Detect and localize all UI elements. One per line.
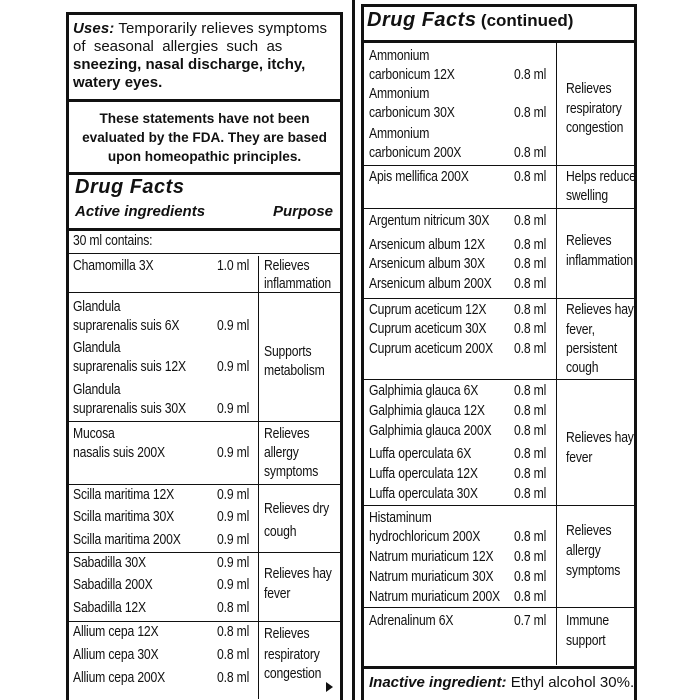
- left-ingredient-name: suprarenalis suis 12X: [73, 359, 186, 375]
- left-purpose-text: cough: [264, 524, 297, 540]
- right-ingredient-name: Galphimia glauca 200X: [369, 423, 492, 439]
- left-ingredient-name: Glandula: [73, 299, 121, 315]
- right-purpose-text: persistent: [566, 341, 618, 357]
- right-purpose-text: Relieves: [566, 233, 612, 249]
- right-ingredient-name: carbonicum 12X: [369, 67, 455, 83]
- right-purpose-text: swelling: [566, 188, 608, 204]
- right-purpose-text: fever,: [566, 322, 595, 338]
- right-ingredient-amount: 0.8 ml: [514, 341, 547, 357]
- left-purpose-text: Relieves: [264, 626, 310, 642]
- right-ingredient-name: Arsenicum album 30X: [369, 256, 485, 272]
- right-purpose-text: Immune: [566, 613, 609, 629]
- right-purpose-column-divider: [556, 43, 557, 165]
- right-ingredient-name: Natrum muriaticum 200X: [369, 589, 501, 605]
- right-ingredient-name: Galphimia glauca 6X: [369, 383, 479, 399]
- right-ingredient-amount: 0.8 ml: [514, 403, 547, 419]
- right-ingredient-name: carbonicum 30X: [369, 105, 455, 121]
- inactive-divider: [361, 666, 637, 669]
- left-ingredient-amount: 0.8 ml: [217, 624, 250, 640]
- left-purpose-text: congestion: [264, 666, 322, 682]
- left-purpose-column-divider: [258, 622, 259, 699]
- left-panel-border-right: [340, 12, 343, 700]
- right-ingredient-name: Apis mellifica 200X: [369, 169, 469, 185]
- left-ingredient-amount: 0.9 ml: [217, 487, 250, 503]
- right-purpose-column-divider: [556, 166, 557, 208]
- right-purpose-text: Relieves: [566, 523, 612, 539]
- right-ingredient-name: Histaminum: [369, 510, 432, 526]
- right-ingredient-name: Luffa operculata 12X: [369, 466, 478, 482]
- right-purpose-text: cough: [566, 360, 599, 376]
- uses-text-line-1: Temporarily relieves symptoms: [118, 20, 328, 37]
- inactive-value: Ethyl alcohol 30%.: [510, 674, 635, 691]
- left-row-divider: [69, 484, 340, 485]
- active-ingredients-header: Active ingredients: [75, 203, 206, 220]
- continue-arrow-icon: [326, 682, 333, 692]
- right-title-divider: [361, 40, 637, 43]
- left-ingredient-name: Allium cepa 200X: [73, 670, 166, 686]
- drug-facts-title: Drug Facts: [75, 176, 185, 198]
- right-ingredient-amount: 0.8 ml: [514, 466, 547, 482]
- left-ingredient-amount: 0.9 ml: [217, 509, 250, 525]
- right-ingredient-amount: 0.8 ml: [514, 569, 547, 585]
- right-row-divider: [364, 379, 634, 380]
- right-row-divider: [364, 505, 634, 506]
- right-ingredient-name: Cuprum aceticum 12X: [369, 302, 487, 318]
- right-purpose-text: fever: [566, 450, 593, 466]
- right-purpose-text: inflammation: [566, 253, 634, 269]
- left-ingredient-amount: 0.8 ml: [217, 670, 250, 686]
- left-purpose-text: allergy: [264, 445, 299, 461]
- left-purpose-column-divider: [258, 422, 259, 484]
- left-ingredient-name: Scilla maritima 200X: [73, 532, 181, 548]
- right-title-sub: (continued): [480, 11, 574, 30]
- left-ingredient-amount: 0.8 ml: [217, 600, 250, 616]
- right-ingredient-amount: 0.8 ml: [514, 589, 547, 605]
- right-ingredient-amount: 0.8 ml: [514, 321, 547, 337]
- right-panel-border-left: [361, 4, 364, 700]
- right-title: [367, 9, 573, 32]
- left-ingredient-amount: 0.9 ml: [217, 555, 250, 571]
- right-panel-border-right: [634, 4, 637, 700]
- left-ingredient-name: Allium cepa 30X: [73, 647, 159, 663]
- left-purpose-text: inflammation: [264, 276, 332, 292]
- right-ingredient-amount: 0.8 ml: [514, 169, 547, 185]
- right-purpose-text: Helps reduce: [566, 169, 636, 185]
- right-ingredient-name: Arsenicum album 200X: [369, 276, 492, 292]
- left-purpose-column-divider: [258, 485, 259, 552]
- left-panel-border-top: [66, 12, 343, 15]
- right-ingredient-amount: 0.8 ml: [514, 549, 547, 565]
- right-purpose-column-divider: [556, 380, 557, 505]
- right-row-divider: [364, 208, 634, 209]
- inactive-label: Inactive ingredient:: [369, 674, 507, 691]
- left-row-divider: [69, 552, 340, 553]
- left-row-divider: [69, 421, 340, 422]
- right-ingredient-name: Arsenicum album 12X: [369, 237, 485, 253]
- right-purpose-column-divider: [556, 299, 557, 379]
- left-ingredient-name: Glandula: [73, 340, 121, 356]
- right-ingredient-name: Ammonium: [369, 48, 430, 64]
- left-ingredient-amount: 0.9 ml: [217, 577, 250, 593]
- right-ingredient-amount: 0.8 ml: [514, 256, 547, 272]
- right-ingredient-name: Ammonium: [369, 86, 430, 102]
- contains-label: 30 ml contains:: [73, 233, 153, 249]
- right-purpose-column-divider: [556, 506, 557, 607]
- left-ingredient-name: suprarenalis suis 6X: [73, 318, 180, 334]
- right-purpose-column-divider: [556, 608, 557, 665]
- uses-text-line-2: of seasonal allergies such as: [73, 38, 283, 55]
- left-purpose-column-divider: [258, 293, 259, 421]
- right-panel-border-top: [361, 4, 637, 7]
- right-ingredient-name: Luffa operculata 30X: [369, 486, 478, 502]
- left-ingredient-amount: 1.0 ml: [217, 258, 250, 274]
- left-ingredient-amount: 0.9 ml: [217, 359, 250, 375]
- right-ingredient-name: Cuprum aceticum 200X: [369, 341, 493, 357]
- right-ingredient-name: Argentum nitricum 30X: [369, 213, 490, 229]
- right-ingredient-amount: 0.8 ml: [514, 145, 547, 161]
- left-purpose-text: metabolism: [264, 363, 325, 379]
- left-ingredient-amount: 0.8 ml: [217, 647, 250, 663]
- left-ingredient-name: Sabadilla 12X: [73, 600, 146, 616]
- left-row-divider: [69, 292, 340, 293]
- fda-notice-line-3: upon homeopathic principles.: [107, 149, 302, 164]
- right-ingredient-amount: 0.8 ml: [514, 446, 547, 462]
- right-purpose-text: Relieves: [566, 81, 612, 97]
- left-purpose-text: Relieves: [264, 258, 310, 274]
- right-ingredient-amount: 0.7 ml: [514, 613, 547, 629]
- uses-bold-line-2: watery eyes.: [73, 74, 163, 91]
- right-purpose-text: allergy: [566, 543, 601, 559]
- right-purpose-text: congestion: [566, 120, 624, 136]
- right-purpose-text: Relieves hay: [566, 430, 634, 446]
- right-ingredient-name: Natrum muriaticum 12X: [369, 549, 494, 565]
- right-ingredient-name: Cuprum aceticum 30X: [369, 321, 487, 337]
- center-divider: [352, 0, 355, 700]
- right-ingredient-name: carbonicum 200X: [369, 145, 462, 161]
- left-ingredient-name: nasalis suis 200X: [73, 445, 165, 461]
- right-ingredient-name: hydrochloricum 200X: [369, 529, 481, 545]
- uses-section: [73, 20, 335, 92]
- uses-divider: [66, 99, 343, 102]
- right-ingredient-amount: 0.8 ml: [514, 276, 547, 292]
- left-ingredient-amount: 0.9 ml: [217, 445, 250, 461]
- left-purpose-column-divider: [258, 256, 259, 292]
- right-row-divider: [364, 298, 634, 299]
- right-purpose-text: respiratory: [566, 101, 622, 117]
- purpose-header: Purpose: [272, 203, 333, 220]
- left-purpose-column-divider: [258, 553, 259, 621]
- right-ingredient-name: Galphimia glauca 12X: [369, 403, 485, 419]
- right-ingredient-name: Natrum muriaticum 30X: [369, 569, 494, 585]
- left-ingredient-name: suprarenalis suis 30X: [73, 401, 186, 417]
- left-purpose-text: Supports: [264, 344, 312, 360]
- right-purpose-column-divider: [556, 209, 557, 298]
- left-purpose-text: Relieves: [264, 426, 310, 442]
- right-ingredient-amount: 0.8 ml: [514, 237, 547, 253]
- right-purpose-text: Relieves hay: [566, 302, 634, 318]
- right-ingredient-amount: 0.8 ml: [514, 423, 547, 439]
- right-ingredient-name: Ammonium: [369, 126, 430, 142]
- left-purpose-text: respiratory: [264, 647, 320, 663]
- left-ingredient-name: Glandula: [73, 382, 121, 398]
- right-ingredient-amount: 0.8 ml: [514, 67, 547, 83]
- right-ingredient-amount: 0.8 ml: [514, 486, 547, 502]
- left-ingredient-amount: 0.9 ml: [217, 532, 250, 548]
- right-purpose-text: support: [566, 633, 606, 649]
- right-ingredient-amount: 0.8 ml: [514, 529, 547, 545]
- right-ingredient-amount: 0.8 ml: [514, 302, 547, 318]
- right-row-divider: [364, 607, 634, 608]
- left-ingredient-name: Mucosa: [73, 426, 115, 442]
- contains-divider: [66, 253, 343, 254]
- uses-bold-line-1: sneezing, nasal discharge, itchy,: [73, 56, 306, 73]
- left-ingredient-name: Allium cepa 12X: [73, 624, 159, 640]
- right-row-divider: [364, 165, 634, 166]
- left-purpose-text: symptoms: [264, 464, 319, 480]
- right-title-main: Drug Facts: [367, 9, 477, 31]
- right-ingredient-name: Adrenalinum 6X: [369, 613, 454, 629]
- left-purpose-text: fever: [264, 586, 291, 602]
- header-divider: [66, 228, 343, 231]
- right-ingredient-amount: 0.8 ml: [514, 383, 547, 399]
- fda-divider: [66, 172, 343, 175]
- fda-notice-line-1: These statements have not been: [99, 111, 310, 126]
- left-ingredient-name: Scilla maritima 30X: [73, 509, 175, 525]
- left-ingredient-name: Scilla maritima 12X: [73, 487, 175, 503]
- fda-notice-line-2: evaluated by the FDA. They are based: [82, 130, 327, 145]
- right-ingredient-amount: 0.8 ml: [514, 213, 547, 229]
- uses-label: Uses:: [73, 20, 115, 37]
- right-ingredient-name: Luffa operculata 6X: [369, 446, 472, 462]
- right-ingredient-amount: 0.8 ml: [514, 105, 547, 121]
- left-ingredient-amount: 0.9 ml: [217, 401, 250, 417]
- fda-notice: [69, 109, 340, 166]
- left-purpose-text: Relieves dry: [264, 501, 330, 517]
- left-ingredient-name: Sabadilla 30X: [73, 555, 146, 571]
- left-row-divider: [69, 621, 340, 622]
- right-purpose-text: symptoms: [566, 563, 621, 579]
- left-purpose-text: Relieves hay: [264, 566, 332, 582]
- inactive-ingredient: [369, 674, 634, 691]
- left-ingredient-name: Sabadilla 200X: [73, 577, 153, 593]
- left-ingredient-amount: 0.9 ml: [217, 318, 250, 334]
- left-ingredient-name: Chamomilla 3X: [73, 258, 154, 274]
